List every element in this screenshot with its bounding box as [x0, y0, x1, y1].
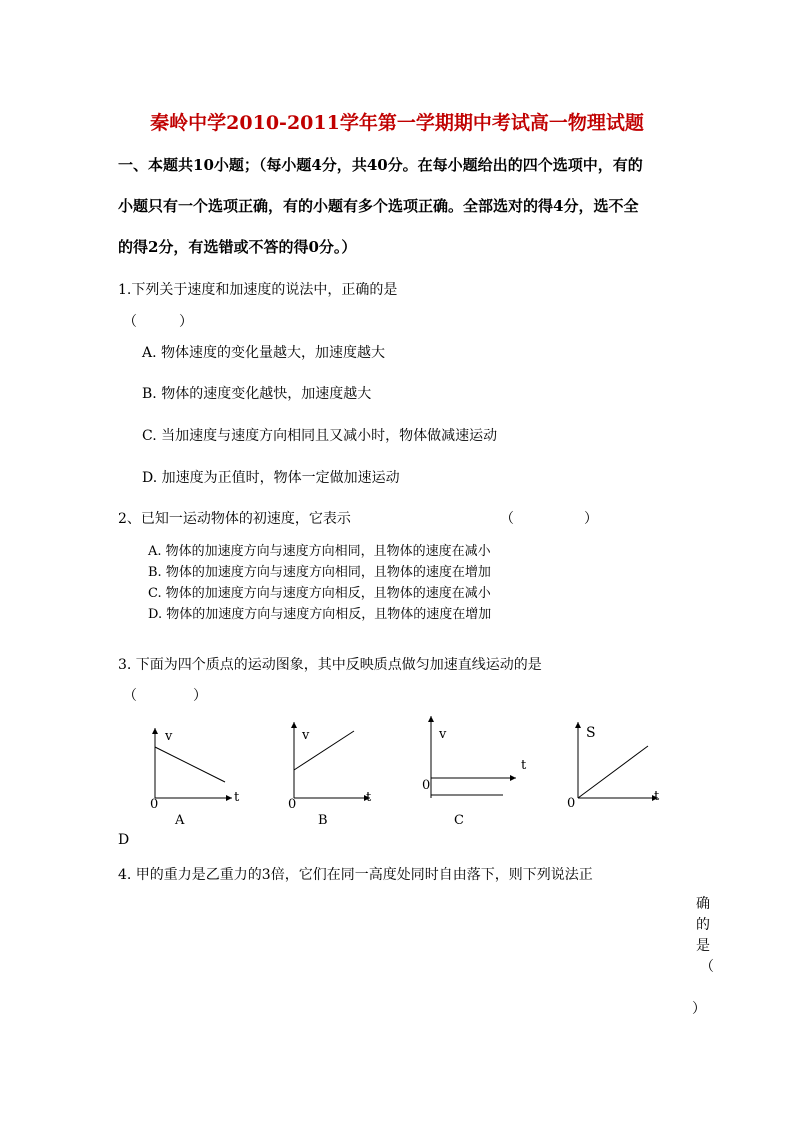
graph-b-caption: B [318, 813, 328, 828]
q4-tail-1: 确 [696, 896, 710, 912]
graph-a-origin: 0 [150, 797, 159, 812]
q2-option-c: C. 物体的加速度方向与速度方向相反，且物体的速度在减小 [148, 586, 491, 601]
graph-c [422, 716, 527, 828]
q2-option-b: B. 物体的加速度方向与速度方向相同，且物体的速度在增加 [148, 565, 491, 580]
q2-answer-blank: （ ） [500, 511, 598, 527]
graph-a [150, 728, 240, 828]
q2-option-a: A. 物体的加速度方向与速度方向相同，且物体的速度在减小 [148, 544, 491, 559]
graph-d-caption: D [118, 832, 130, 848]
graph-c-caption: C [454, 813, 464, 828]
graph-d [567, 722, 660, 811]
q4-answer-blank-close: ） [692, 1001, 706, 1017]
graph-d-x-label: t [654, 789, 660, 804]
graph-b [288, 722, 372, 828]
graph-c-y-label: v [439, 727, 447, 742]
graph-a-y-label: v [165, 729, 173, 744]
q3-answer-blank: （ ） [123, 688, 207, 704]
q1-option-a: A. 物体速度的变化量越大，加速度越大 [142, 345, 386, 361]
section-instructions-line2: 小题只有一个选项正确，有的小题有多个选项正确。全部选对的得4分，选不全 [118, 197, 639, 215]
graph-b-x-label: t [366, 790, 372, 805]
q4-tail-3: 是 [696, 938, 710, 954]
q1-option-c: C. 当加速度与速度方向相同且又减小时，物体做减速运动 [142, 428, 498, 444]
graph-c-origin: 0 [422, 778, 431, 793]
q2-option-d: D. 物体的加速度方向与速度方向相反，且物体的速度在增加 [148, 607, 492, 622]
graph-a-x-label: t [234, 790, 240, 805]
q1-stem: 1.下列关于速度和加速度的说法中，正确的是 [118, 282, 398, 298]
q3-stem: 3. 下面为四个质点的运动图象，其中反映质点做匀加速直线运动的是 [118, 657, 542, 673]
graph-d-line [578, 746, 648, 798]
graph-d-origin: 0 [567, 796, 576, 811]
graph-b-y-label: v [302, 728, 310, 743]
q1-answer-blank: （ ） [123, 314, 193, 330]
q2-stem: 2、已知一运动物体的初速度，它表示 [118, 511, 351, 527]
q4-tail-2: 的 [696, 917, 710, 933]
section-instructions-line3: 的得2分，有选错或不答的得0分。） [118, 238, 357, 256]
graph-c-x-label: t [521, 758, 527, 773]
q1-option-b: B. 物体的速度变化越快，加速度越大 [142, 386, 372, 402]
q4-stem: 4. 甲的重力是乙重力的3倍，它们在同一高度处同时自由落下，则下列说法正 [118, 867, 593, 883]
page-title: 秦岭中学2010-2011学年第一学期期中考试高一物理试题 [150, 112, 644, 134]
section-instructions-line1: 一、本题共10小题；（每小题4分，共40分。在每小题给出的四个选项中，有的 [118, 156, 643, 174]
graph-a-line [155, 747, 225, 782]
q4-answer-blank-open: （ [700, 959, 714, 975]
graph-a-caption: A [175, 813, 185, 828]
q1-option-d: D. 加速度为正值时，物体一定做加速运动 [142, 470, 400, 486]
graph-d-y-label: S [586, 725, 596, 741]
graph-b-origin: 0 [288, 797, 297, 812]
